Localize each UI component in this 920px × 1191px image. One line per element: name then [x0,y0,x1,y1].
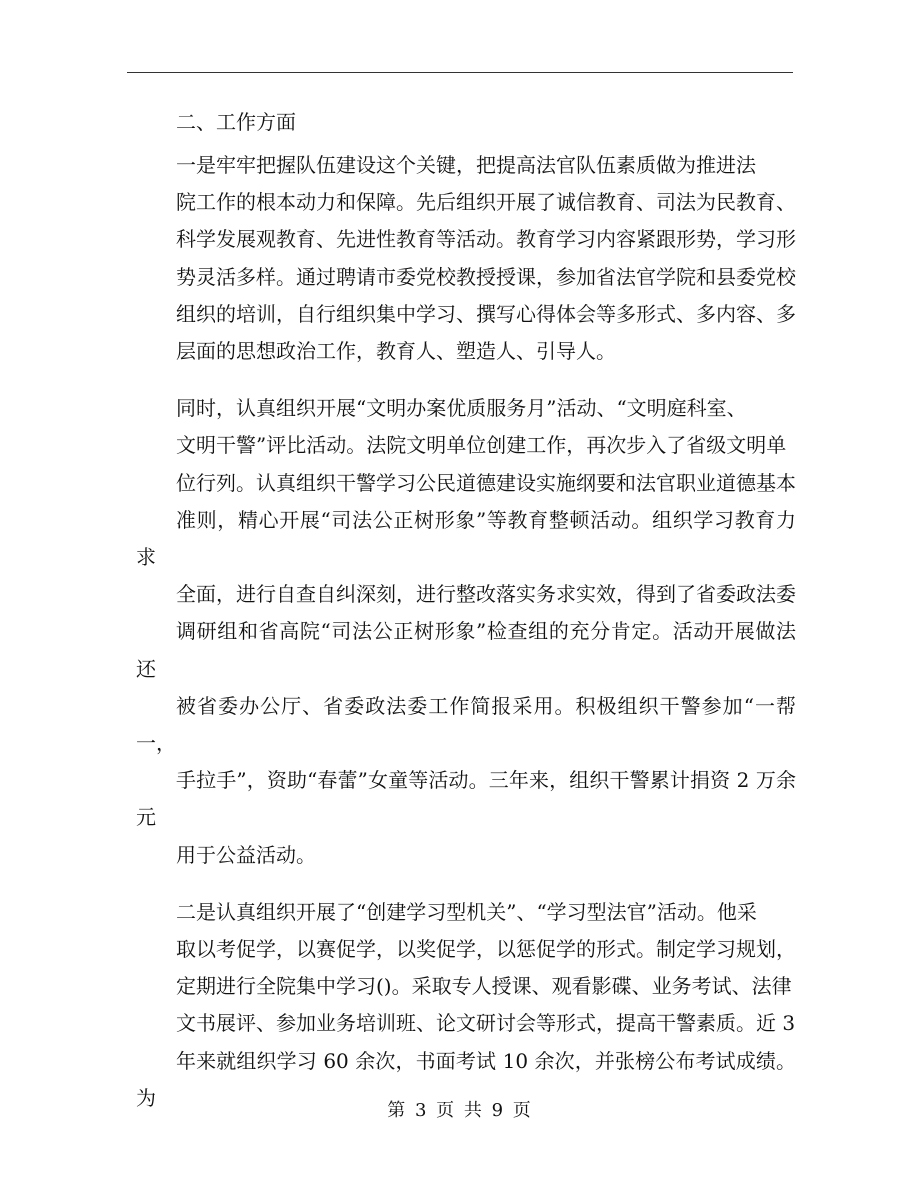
page-number-footer: 第 3 页 共 9 页 [387,1100,533,1121]
paragraph-line: 文明干警”评比活动。法院文明单位创建工作，再次步入了省级文明单 [176,433,787,458]
document-body [136,104,796,1137]
paragraph-line: 取以考促学，以赛促学，以奖促学，以惩促学的形式。制定学习规划， [176,937,796,962]
paragraph-line: 年来就组织学习 60 余次，书面考试 10 余次，并张榜公布考试成绩。为 [136,1048,796,1110]
header-rule [127,72,793,73]
paragraph-line: 一是牢牢把握队伍建设这个关键，把提高法官队伍素质做为推进法 [176,153,756,177]
paragraph-line: 用于公益活动。 [176,842,316,867]
paragraph-line: 科学发展观教育、先进性教育等活动。教育学习内容紧跟形势，学习形 [176,227,796,252]
paragraph-line: 被省委办公厅、省委政法委工作简报采用。积极组织干警参加“一帮一， [136,693,796,756]
paragraph-line: 全面，进行自查自纠深刻，进行整改落实务求实效，得到了省委政法委 [176,582,796,607]
paragraph-line: 二是认真组织开展了“创建学习型机关”、“学习型法官”活动。他采 [176,899,757,924]
paragraph-line: 组织的培训，自行组织集中学习、撰写心得体会等多形式、多内容、多 [176,301,796,326]
paragraph-line: 准则，精心开展“司法公正树形象”等教育整顿活动。组织学习教育力求 [136,507,796,570]
paragraph-line: 定期进行全院集中学习()。采取专人授课、观看影碟、业务考试、法律 [176,974,792,999]
section-heading: 二、工作方面 [176,110,296,134]
paragraph-line: 同时，认真组织开展“文明办案优质服务月”活动、“文明庭科室、 [176,396,747,421]
paragraph-line: 调研组和省高院“司法公正树形象”检查组的充分肯定。活动开展做法还 [136,619,796,681]
paragraph-line: 院工作的根本动力和保障。先后组织开展了诚信教育、司法为民教育、 [176,190,796,215]
paragraph-3 [136,894,796,1117]
paragraph-line: 文书展评、参加业务培训班、论文研讨会等形式，提高干警素质。近 3 [176,1011,796,1036]
paragraph-line: 位行列。认真组织干警学习公民道德建设实施纲要和法官职业道德基本 [176,470,796,495]
paragraph-2 [136,390,796,874]
paragraph-line: 层面的思想政治工作，教育人、塑造人、引导人。 [176,339,616,364]
paragraph-line: 手拉手”，资助“春蕾”女童等活动。三年来，组织干警累计捐资 2 万余元 [136,768,796,830]
paragraph-1 [136,147,796,370]
paragraph-line: 势灵活多样。通过聘请市委党校教授授课，参加省法官学院和县委党校 [176,264,796,289]
